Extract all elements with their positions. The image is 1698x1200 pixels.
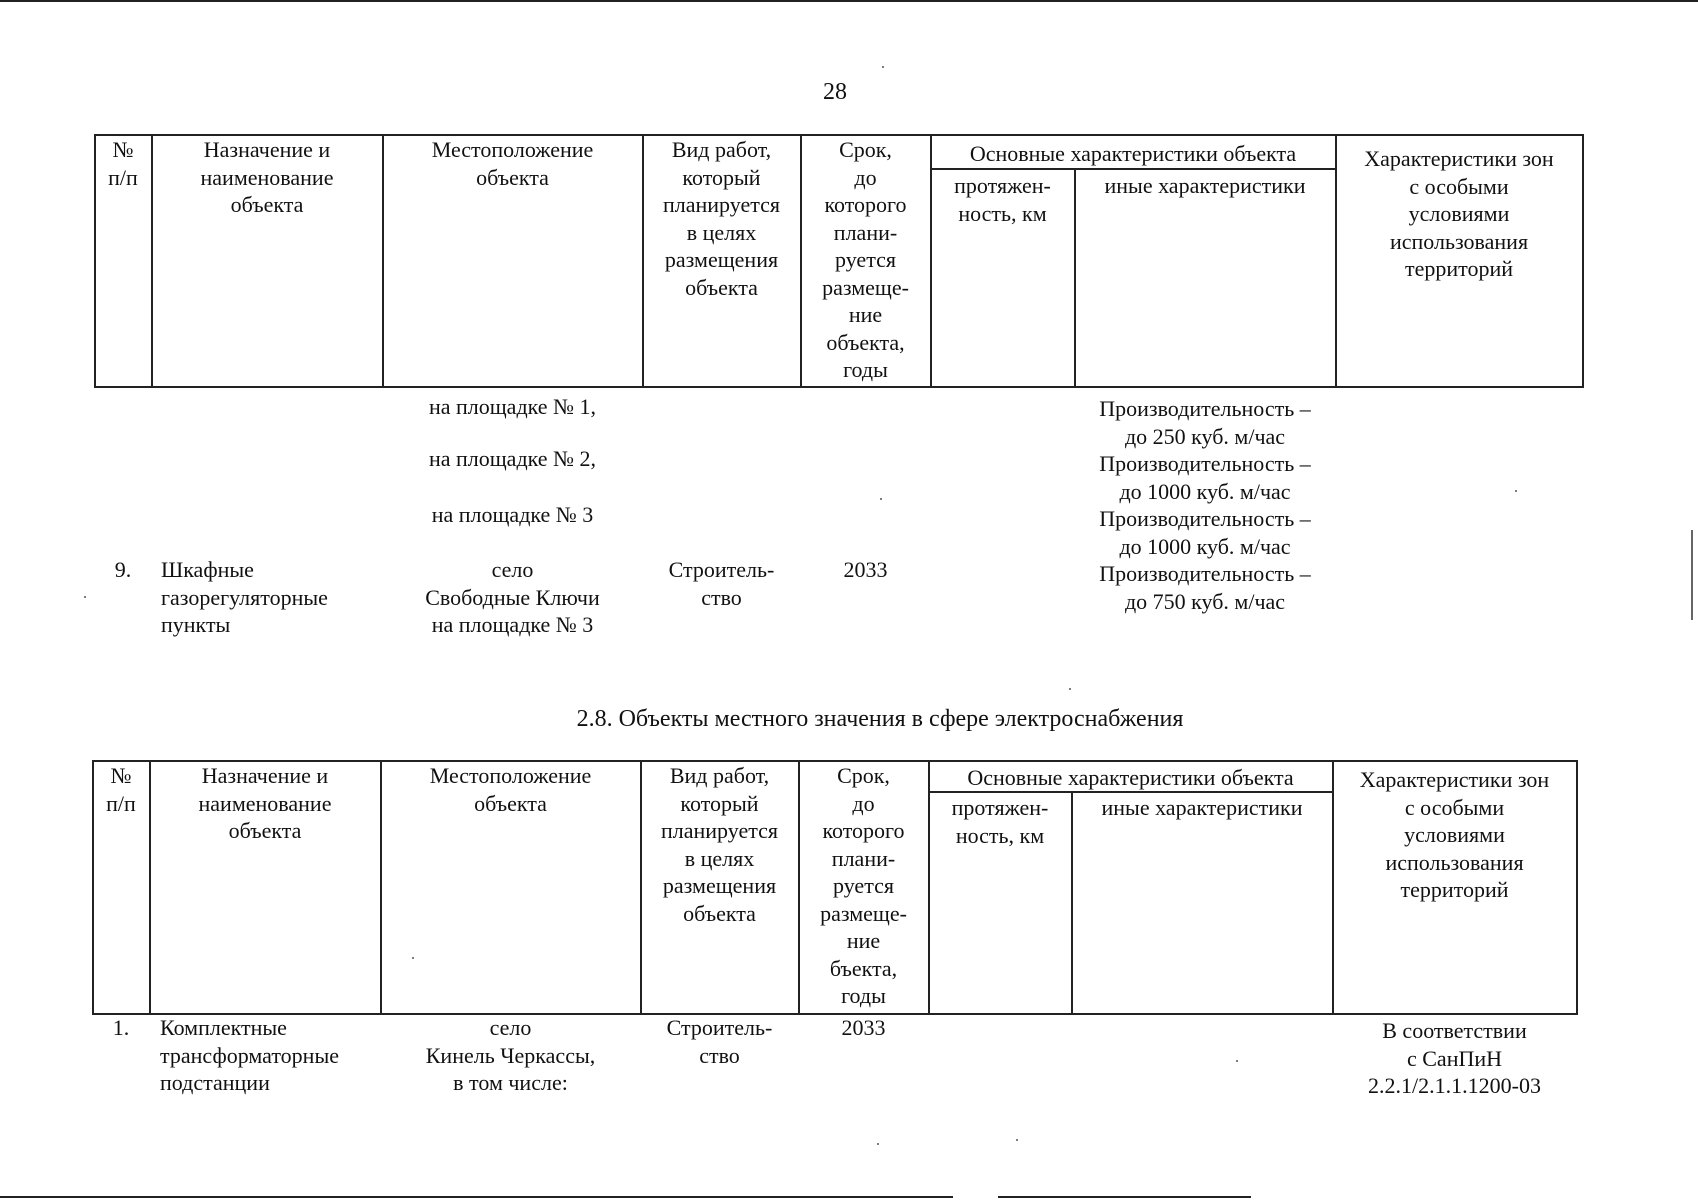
table-row-location: на площадке № 3 xyxy=(431,502,594,527)
header-work-type: Вид работ, который планируется в целях размещения объекта xyxy=(660,763,778,926)
table-row-name: Шкафные газорегуляторные пункты xyxy=(161,557,328,637)
table-row-work: Строитель- ство xyxy=(668,557,775,610)
table-row-work: Строитель- ство xyxy=(666,1015,773,1068)
table-row-location: на площадке № 2, xyxy=(428,446,597,471)
header-name: Назначение и наименование объекта xyxy=(200,137,334,217)
bottom-rule-right xyxy=(998,1196,1251,1198)
header-deadline: Срок, до которого плани- руется размеще- ние бъекта, годы xyxy=(820,763,907,1008)
header-other-characteristics: иные характеристики xyxy=(1101,795,1303,820)
header-name: Назначение и наименование объекта xyxy=(198,763,332,843)
scan-speck xyxy=(84,596,86,598)
table-row-location: село Свободные Ключи на площадке № 3 xyxy=(425,557,600,637)
table-row-num: 1. xyxy=(112,1015,130,1040)
table-row-zones: В соответствии с СанПиН 2.2.1/2.1.1.1200-03 xyxy=(1368,1018,1541,1098)
bottom-rule-left xyxy=(0,1196,953,1198)
table-row-other: Производительность – до 1000 куб. м/час xyxy=(1099,451,1311,504)
table-row-name: Комплектные трансформаторные подстанции xyxy=(160,1015,339,1095)
header-other-characteristics: иные характеристики xyxy=(1104,173,1306,198)
scan-speck xyxy=(877,1143,879,1145)
header-work-type: Вид работ, который планируется в целях размещения объекта xyxy=(662,137,780,300)
table-row-location: на площадке № 1, xyxy=(428,394,597,419)
table-row-year: 2033 xyxy=(841,1015,886,1040)
scan-speck xyxy=(1016,1139,1018,1141)
header-main-characteristics: Основные характеристики объекта xyxy=(967,765,1294,790)
scan-speck xyxy=(1236,1060,1238,1062)
scan-speck xyxy=(1515,490,1517,492)
header-num: № п/п xyxy=(108,137,138,190)
scan-speck xyxy=(412,957,414,959)
table-row-year: 2033 xyxy=(843,557,888,582)
table-row-other: Производительность – до 1000 куб. м/час xyxy=(1099,506,1311,559)
header-deadline: Срок, до которого плани- руется размеще- ние объекта, годы xyxy=(822,137,909,382)
section-title: 2.8. Объекты местного значения в сфере электроснабжения xyxy=(576,706,1184,732)
scan-speck xyxy=(880,498,882,500)
header-location: Местоположение объекта xyxy=(429,763,592,816)
header-zones: Характеристики зон с особыми условиями использования территорий xyxy=(1364,146,1554,281)
page-number: 28 xyxy=(823,79,847,105)
header-num: № п/п xyxy=(106,763,136,816)
top-rule xyxy=(0,0,1698,2)
table-row-other: Производительность – до 750 куб. м/час xyxy=(1099,561,1311,614)
header-length: протяжен- ность, км xyxy=(954,173,1051,226)
scan-speck xyxy=(1069,688,1071,690)
header-length: протяжен- ность, км xyxy=(951,795,1049,848)
table-row-location: село Кинель Черкассы, в том числе: xyxy=(425,1015,596,1095)
header-location: Местоположение объекта xyxy=(431,137,594,190)
header-main-characteristics: Основные характеристики объекта xyxy=(969,141,1297,166)
right-edge-mark xyxy=(1691,530,1693,620)
table-row-num: 9. xyxy=(114,557,132,582)
table-row-other: Производительность – до 250 куб. м/час xyxy=(1099,396,1311,449)
header-zones: Характеристики зон с особыми условиями использования территорий xyxy=(1359,767,1550,902)
scan-speck xyxy=(882,66,884,68)
